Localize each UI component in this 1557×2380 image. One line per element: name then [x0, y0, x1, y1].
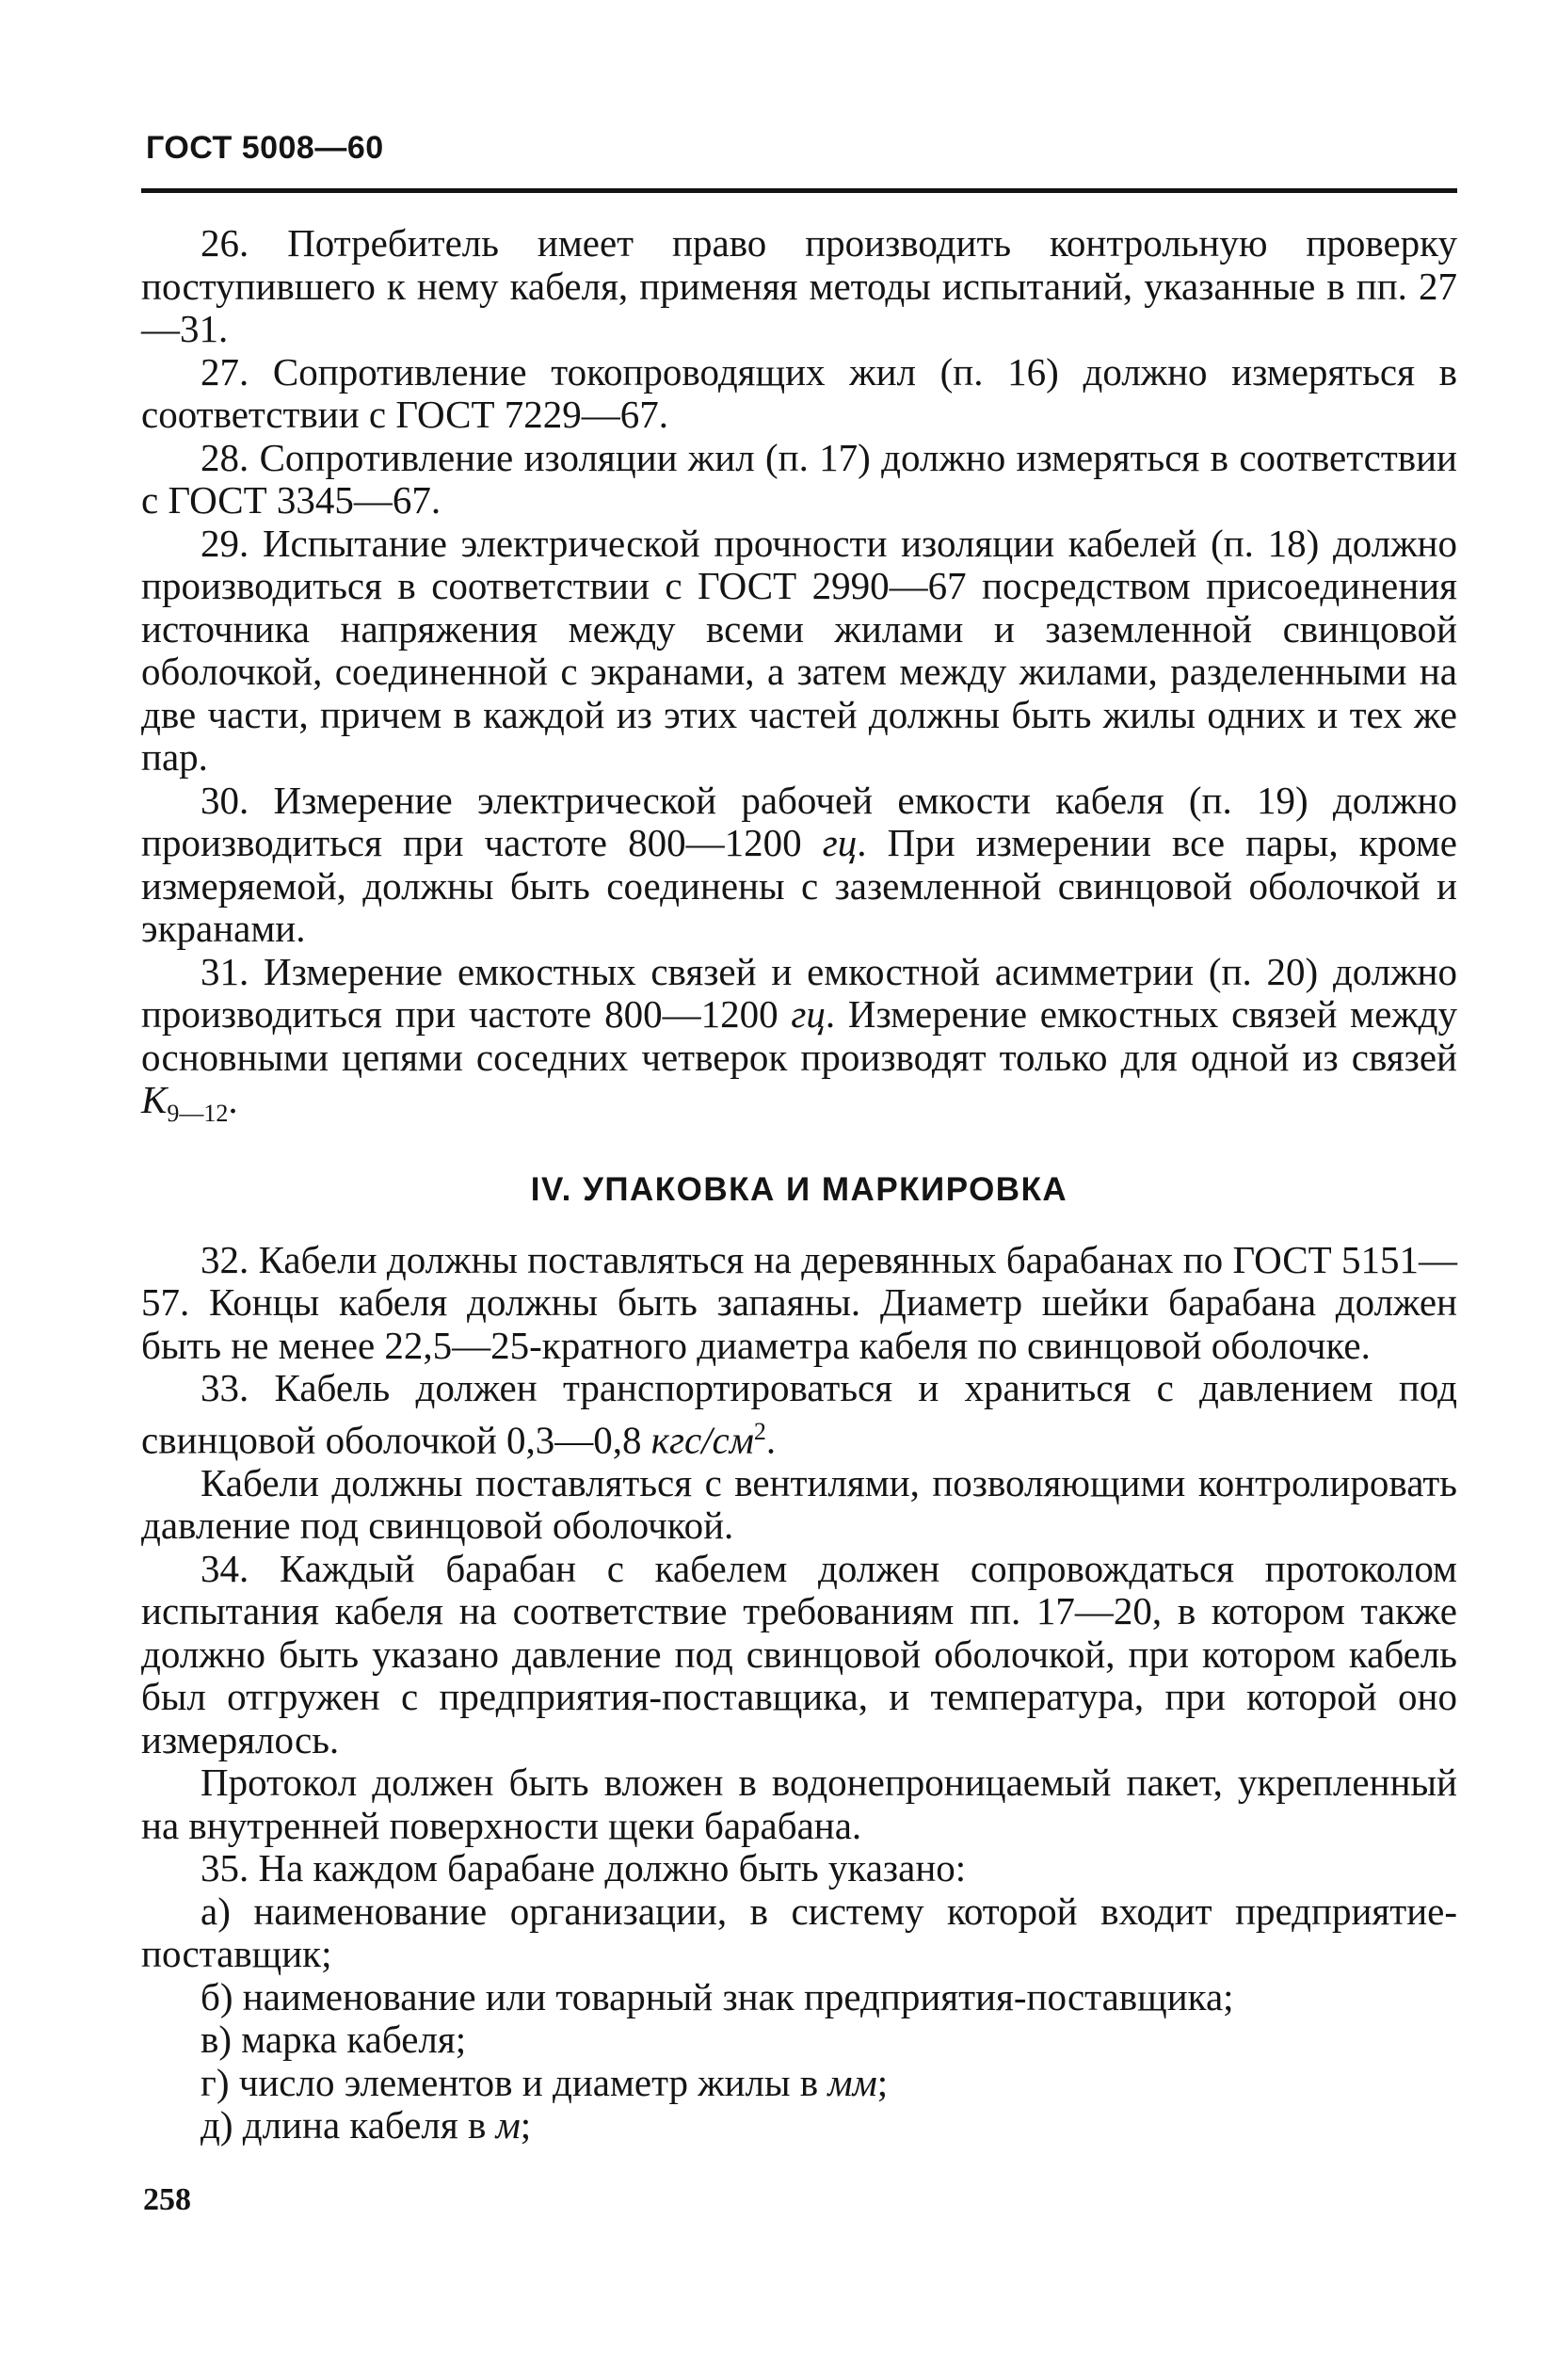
list-e-end: ; [520, 2103, 532, 2147]
list-d-unit: мм [827, 2060, 877, 2104]
p31-text-a: 31. Измерение емкостных связей и емкостной асимметрии (п. 20) должно производиться при частоте 800—1200 [141, 949, 1457, 1036]
p31-text-c: . [228, 1078, 238, 1121]
list-d-text: г) число элементов и диаметр жилы в [201, 2060, 828, 2104]
list-item-c: в) марка кабеля; [201, 2018, 467, 2062]
paragraph-34-cont: Протокол должен быть вложен в водонепроницаемый пакет, укрепленный на внутренней поверхности щеки барабана. [141, 1761, 1457, 1847]
p30-unit: гц [822, 821, 858, 864]
paragraph-26: 26. Потребитель имеет право производить контрольную проверку поступившего к нему кабеля, применяя методы испытаний, указанные в пп. 27—31. [141, 221, 1457, 350]
paragraph-31 [141, 951, 1457, 1135]
list-item-e [141, 2104, 1457, 2147]
list-e-unit: м [495, 2103, 521, 2147]
running-head: ГОСТ 5008—60 [146, 130, 384, 166]
p33-text-a: 33. Кабель должен транспортироваться и храниться с давлением под свинцовой оболочкой 0,3—0,8 [141, 1366, 1457, 1462]
page-number: 258 [143, 2182, 191, 2217]
list-d-end: ; [876, 2060, 889, 2104]
p31-text-b: . Измерение емкостных связей между основными цепями соседних четверок производят только для одной из связей [141, 992, 1457, 1079]
p33-unit: кгс/см [650, 1418, 754, 1462]
p31-unit: гц [791, 992, 826, 1036]
p33-sup: 2 [753, 1417, 766, 1445]
p31-symbol: K [141, 1078, 168, 1121]
list-e-text: д) длина кабеля в [201, 2103, 496, 2147]
paragraph-32: 32. Кабели должны поставляться на деревянных барабанах по ГОСТ 5151—57. Концы кабеля должны быть запаяны. Диаметр шейки барабана должен быть не менее 22,5—25-кратного диаметра кабеля по свинцовой оболочке. [141, 1237, 1457, 1367]
p33-text-b: . [765, 1418, 777, 1462]
paragraph-33 [141, 1367, 1457, 1462]
paragraph-27: 27. Сопротивление токопроводящих жил (п. 16) должно измеряться в соответствии с ГОСТ 7229—67. [141, 349, 1457, 436]
paragraph-35: 35. На каждом барабане должно быть указано: [201, 1846, 967, 1890]
list-item-d [141, 2062, 1457, 2105]
section-heading: IV. УПАКОВКА И МАРКИРОВКА [530, 1170, 1068, 1208]
paragraph-29: 29. Испытание электрической прочности изоляции кабелей (п. 18) должно производиться в соответствии с ГОСТ 2990—67 посредством присоединения источника напряжения между всеми жилами и заземленной свинцовой оболочкой, соединенной с экранами, а затем между жилами, разделенными на две части, причем в каждой из этих частей должны быть жилы одних и тех же пар. [141, 521, 1457, 779]
paragraph-34: 34. Каждый барабан с кабелем должен сопровождаться протоколом испытания кабеля на соответствие требованиям пп. 17—20, в котором также должно быть указано давление под свинцовой оболочкой, при котором кабель был отгружен с предприятия-поставщика, и температура, при которой оно измерялось. [141, 1546, 1457, 1761]
p31-subscript: 9—12 [167, 1100, 229, 1128]
paragraph-33-cont: Кабели должны поставляться с вентилями, позволяющими контролировать давление под свинцовой оболочкой. [141, 1460, 1457, 1548]
paragraph-30 [141, 780, 1457, 951]
document-body [141, 222, 1457, 2147]
header-rule [141, 188, 1457, 193]
marking-list [141, 1890, 1457, 2147]
paragraph-28: 28. Сопротивление изоляции жил (п. 17) должно измеряться в соответствии с ГОСТ 3345—67. [141, 435, 1457, 522]
list-item-b: б) наименование или товарный знак предприятия-поставщика; [201, 1974, 1234, 2018]
list-item-a: а) наименование организации, в систему которой входит предприятие-поставщик; [141, 1889, 1457, 1976]
p30-text-a: 30. Измерение электрической рабочей емкости кабеля (п. 19) должно производиться при частоте 800—1200 [141, 778, 1457, 864]
p30-text-b: . При измерении все пары, кроме измеряемой, должны быть соединены с заземленной свинцовой оболочкой и экранами. [141, 821, 1457, 950]
